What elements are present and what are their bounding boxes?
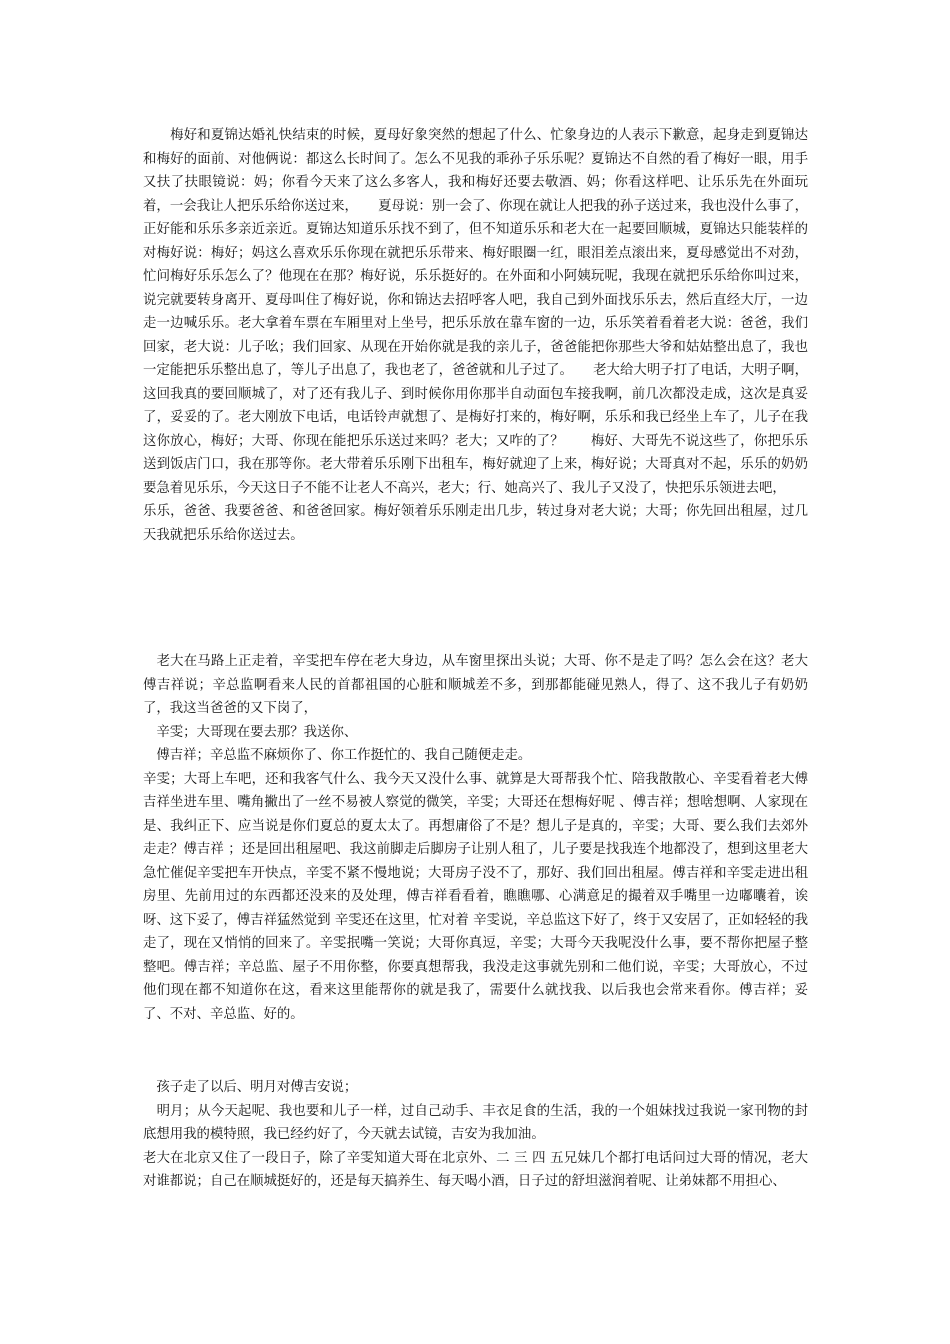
document-section-2 xyxy=(143,650,808,1026)
document-section-1 xyxy=(143,124,808,547)
paragraph: 孩子走了以后、明月对傅吉安说； xyxy=(143,1080,358,1095)
paragraph: 明月；从今天起呢、我也要和儿子一样，过自己动手、丰衣足食的生活，我的一个姐妹找过我说一家刊物的封底想用我的模特照，我已经约好了，今天就去试镜，吉安为我加油。 xyxy=(143,1103,808,1142)
paragraph: 梅好和夏锦达婚礼快结束的时候，夏母好象突然的想起了什么、忙象身边的人表示下歉意，起身走到夏锦达和梅好的面前、对他俩说：都这么长时间了。怎么不见我的乖孙子乐乐呢？夏锦达不自然的看了梅好一眼，用手又扶了扶眼镜说：妈；你看今天来了这么多客人，我和梅好还要去敬酒、妈；你看这样吧、让乐乐先在外面玩着，一会我让人把乐乐给你送过来， 夏母说：别一会了、你现在就让人把我的孙子送过来，我也没什么事了，正好能和乐乐多亲近亲近。夏锦达知道乐乐找不到了，但不知道乐乐和老大在一起要回顺城，夏锦达只能装样的对梅好说：梅好；妈这么喜欢乐乐你现在就把乐乐带来、梅好眼圈一红，眼泪差点滚出来，夏母感觉出不对劲，忙问梅好乐乐怎么了？他现在在那？梅好说，乐乐挺好的。在外面和小阿姨玩呢，我现在就把乐乐给你叫过来，说完就要转身离开、夏母叫住了梅好说，你和锦达去招呼客人吧，我自己到外面找乐乐去，然后直经大厅，一边走一边喊乐乐。老大拿着车票在车厢里对上坐号，把乐乐放在靠车窗的一边，乐乐笑着看着老大说：爸爸，我们回家，老大说：儿子吆；我们回家、从现在开始你就是我的亲儿子，爸爸能把你那些大爷和姑姑整出息了，我也一定能把乐乐整出息了，等儿子出息了，我也老了，爸爸就和儿子过了。 老大给大明子打了电话，大明子啊，这回我真的要回顺城了，对了还有我儿子、到时候你用你那半自动面包车接我啊，前几次都没走成，这次是真妥了，妥妥的了。老大刚放下电话，电话铃声就想了、是梅好打来的，梅好啊，乐乐和我已经坐上车了，儿子在我这你放心，梅好；大哥、你现在能把乐乐送过来吗？老大；又咋的了？ 梅好、大哥先不说这些了，你把乐乐送到饭店门口，我在那等你。老大带着乐乐刚下出租车，梅好就迎了上来，梅好说；大哥真对不起，乐乐的奶奶要急着见乐乐，今天这日子不能不让老人不高兴，老大；行、她高兴了、我儿子又没了，快把乐乐领进去吧， xyxy=(143,128,808,496)
paragraph: 辛雯；大哥现在要去那？我送你、 xyxy=(143,724,358,740)
paragraph: 乐乐，爸爸、我要爸爸、和爸爸回家。梅好领着乐乐刚走出几步，转过身对老大说；大哥；你先回出租屋，过几天我就把乐乐给你送过去。 xyxy=(143,504,808,543)
paragraph: 辛雯；大哥上车吧，还和我客气什么、我今天又没什么事、就算是大哥帮我个忙、陪我散散心、辛雯看着老大傅吉祥坐进车里、嘴角撇出了一丝不易被人察觉的微笑，辛雯；大哥还在想梅好呢 、傅吉祥；想啥想啊、人家现在是、我纠正下、应当说是你们夏总的夏太太了。再想庸俗了不是？想儿子是真的，辛雯；大哥、要么我们去郊外走走？傅吉祥 ；还是回出租屋吧、我这前脚走后脚房子让别人租了，儿子要是找我连个地都没了，想到这里老大急忙催促辛雯把车开快点，辛雯不紧不慢地说；大哥房子没不了，那好、我们回出租屋。傅吉祥和辛雯走进出租房里、先前用过的东西都还没来的及处理，傅吉祥看看着，瞧瞧哪、心满意足的撮着双手嘴里一边嘟囔着，诶呀、这下妥了，傅吉祥猛然觉到 辛雯还在这里，忙对着 辛雯说，辛总监这下好了，终于又安居了，正如轻轻的我走了，现在又悄悄的回来了。辛雯抿嘴一笑说；大哥你真逗，辛雯；大哥今天我呢没什么事，要不帮你把屋子整整吧。傅吉祥；辛总监、屋子不用你整，你要真想帮我，我没走这事就先别和二他们说，辛雯；大哥放心，不过他们现在都不知道你在这，看来这里能帮你的就是我了，需要什么就找我、以后我也会常来看你。傅吉祥；妥了、不对、辛总监、好的。 xyxy=(143,771,808,1022)
paragraph: 傅吉祥；辛总监不麻烦你了、你工作挺忙的、我自己随便走走。 xyxy=(143,748,532,763)
document-section-3 xyxy=(143,1076,808,1194)
paragraph: 老大在北京又住了一段日子，除了辛雯知道大哥在北京外、二 三 四 五兄妹几个都打电话问过大哥的情况，老大对谁都说；自己在顺城挺好的，还是每天搞养生、每天喝小酒，日子过的舒坦滋润着呢、让弟妹都不用担心、 xyxy=(143,1150,808,1189)
paragraph: 老大在马路上正走着，辛雯把车停在老大身边，从车窗里探出头说；大哥、你不是走了吗？怎么会在这？老大傅吉祥说；辛总监啊看来人民的首都祖国的心脏和顺城差不多，到那都能碰见熟人，得了、这不我儿子有奶奶了，我这当爸爸的又下岗了， xyxy=(143,654,808,716)
